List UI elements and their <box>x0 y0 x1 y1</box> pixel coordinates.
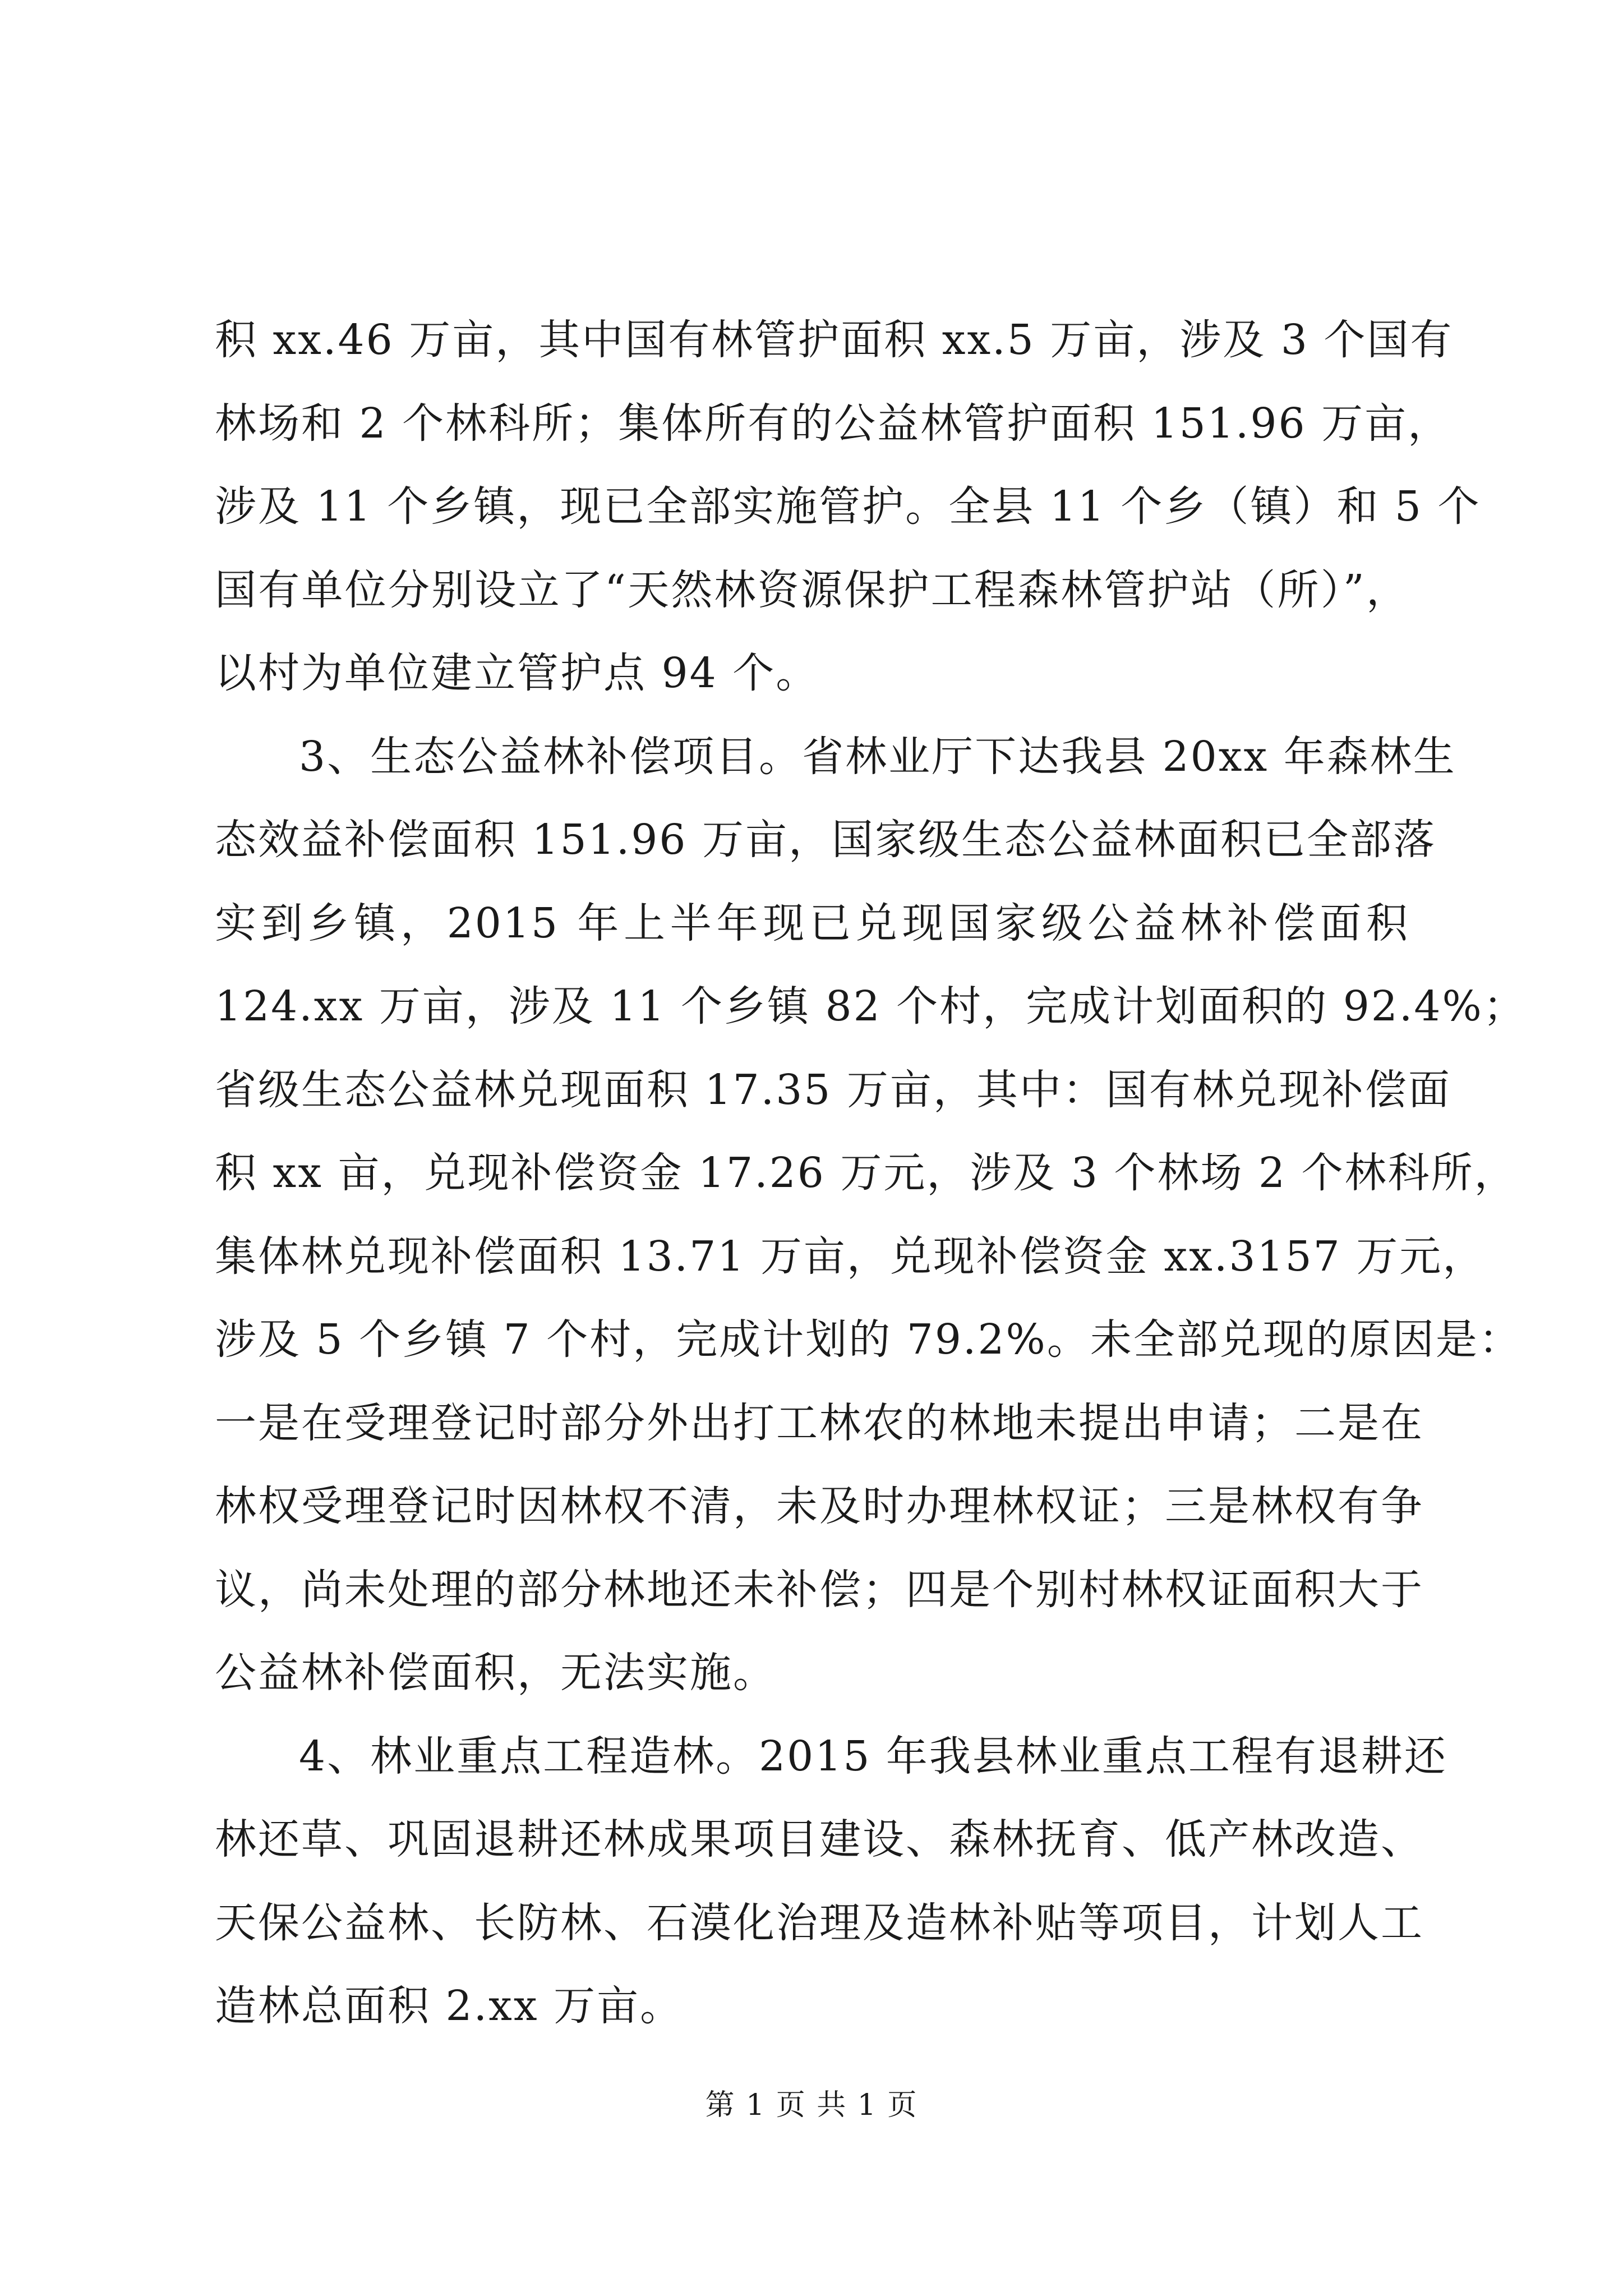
text-line: 议，尚未处理的部分林地还未补偿；四是个别村林权证面积大于 <box>215 1565 1424 1614</box>
paragraph-3 <box>215 1715 1447 2048</box>
text-line: 124.xx 万亩，涉及 11 个乡镇 82 个村，完成计划面积的 92.4%； <box>215 982 1527 1030</box>
text-line: 涉及 5 个乡镇 7 个村，完成计划的 79.2%。未全部兑现的原因是： <box>215 1315 1522 1364</box>
text-line: 积 xx 亩，兑现补偿资金 17.26 万元，涉及 3 个林场 2 个林科所， <box>215 1149 1518 1197</box>
paragraph-2 <box>215 715 1527 1715</box>
text-line: 天保公益林、长防林、石漠化治理及造林补贴等项目，计划人工 <box>215 1898 1424 1947</box>
text-line: 态效益补偿面积 151.96 万亩，国家级生态公益林面积已全部落 <box>215 816 1436 864</box>
text-line: 3、生态公益林补偿项目。省林业厅下达我县 20xx 年森林生 <box>299 732 1456 781</box>
text-line: 4、林业重点工程造林。2015 年我县林业重点工程有退耕还 <box>299 1732 1447 1780</box>
paragraph-1 <box>215 298 1481 715</box>
text-line: 集体林兑现补偿面积 13.71 万亩，兑现补偿资金 xx.3157 万元， <box>215 1232 1486 1281</box>
text-line: 林场和 2 个林科所；集体所有的公益林管护面积 151.96 万亩， <box>215 399 1451 448</box>
text-line: 实到乡镇，2015 年上半年现已兑现国家级公益林补偿面积 <box>215 899 1409 947</box>
text-line: 一是在受理登记时部分外出打工林农的林地未提出申请；二是在 <box>215 1398 1424 1447</box>
text-line: 省级生态公益林兑现面积 17.35 万亩，其中：国有林兑现补偿面 <box>215 1065 1451 1114</box>
document-body <box>215 298 1527 2048</box>
text-line: 国有单位分别设立了“天然林资源保护工程森林管护站（所）”， <box>215 565 1409 614</box>
text-line: 林权受理登记时因林权不清，未及时办理林权证；三是林权有争 <box>215 1482 1424 1530</box>
text-line: 造林总面积 2.xx 万亩。 <box>215 1982 684 2030</box>
text-line: 涉及 11 个乡镇，现已全部实施管护。全县 11 个乡（镇）和 5 个 <box>215 482 1481 531</box>
text-line: 积 xx.46 万亩，其中国有林管护面积 xx.5 万亩，涉及 3 个国有 <box>215 316 1454 364</box>
text-line: 林还草、巩固退耕还林成果项目建设、森林抚育、低产林改造、 <box>215 1815 1424 1864</box>
text-line: 以村为单位建立管护点 94 个。 <box>215 649 819 697</box>
page-footer: 第 1 页 共 1 页 <box>705 2088 918 2122</box>
text-line: 公益林补偿面积，无法实施。 <box>215 1649 776 1697</box>
